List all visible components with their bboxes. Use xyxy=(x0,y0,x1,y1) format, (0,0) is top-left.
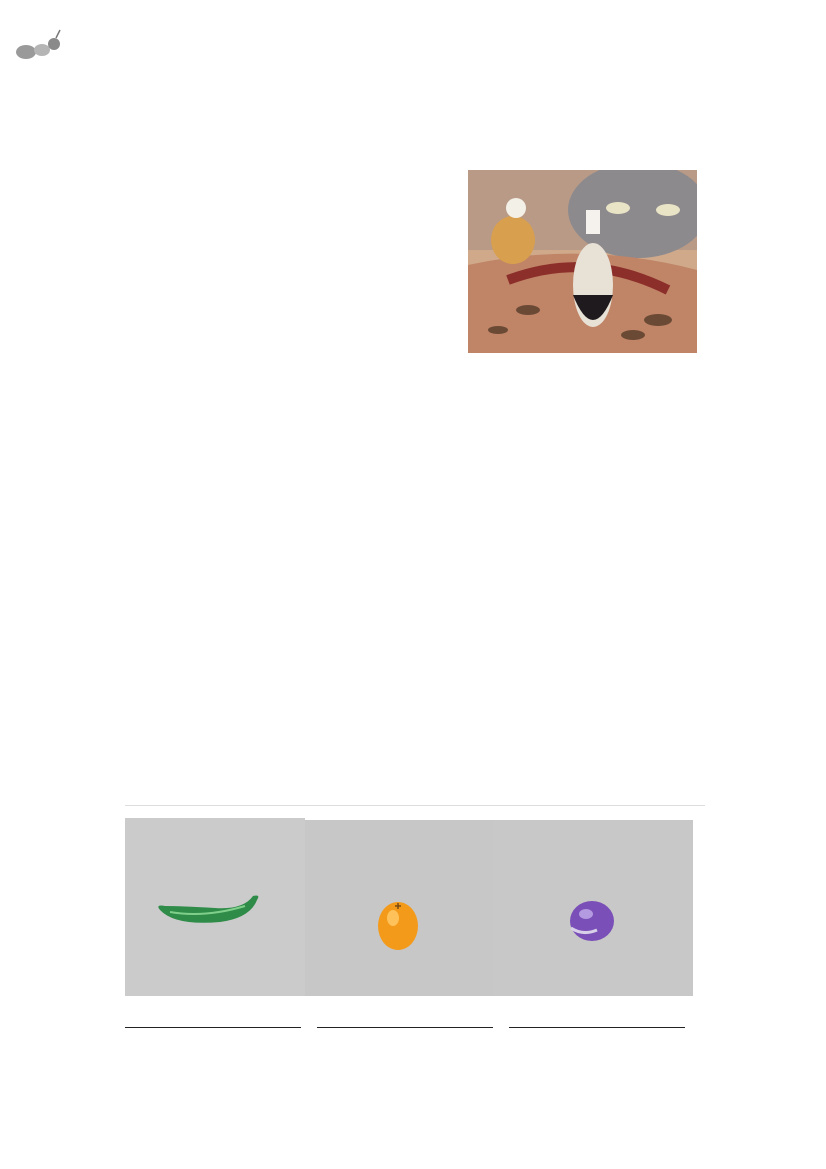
painted-food-photo-3 xyxy=(493,820,693,996)
recipe-illustration xyxy=(468,170,697,353)
answer-line-2[interactable] xyxy=(317,1027,493,1028)
decorative-border-bottom xyxy=(0,1107,826,1169)
decorative-border-left xyxy=(0,0,70,1169)
decorative-border-right xyxy=(756,0,826,1169)
answer-line-1[interactable] xyxy=(125,1027,301,1028)
ant-logo-icon xyxy=(12,28,62,68)
site-logo xyxy=(12,14,182,66)
answer-line-3[interactable] xyxy=(509,1027,685,1028)
painted-food-photo-2 xyxy=(305,820,493,996)
